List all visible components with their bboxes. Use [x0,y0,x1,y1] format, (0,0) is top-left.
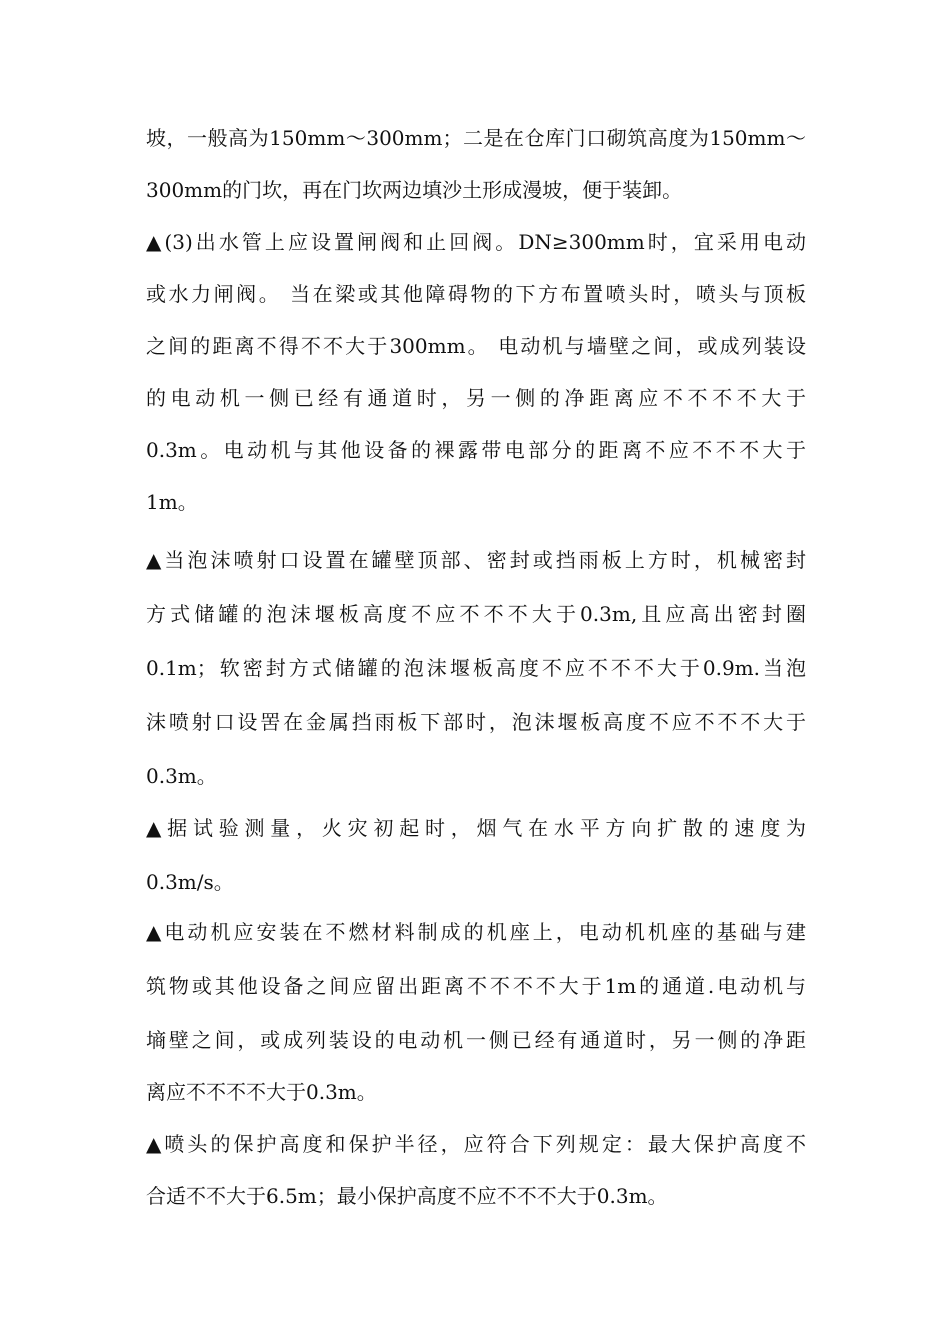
text-line-1: 坡，一般高为150mm～300mm；二是在仓库门口砌筑高度为150mm～ [146,126,806,150]
text-line-19: 离应不不不不大于0.3m。 [146,1080,377,1104]
text-line-12: 沫喷射口设罟在金属挡雨板下部时，泡沫堰板高度不应不不不大于 [146,710,806,734]
text-line-17: 筑物或其他设备之间应留出距离不不不不大于1m的通道.电动机与 [146,974,806,998]
text-line-13: 0.3m。 [146,764,217,788]
text-line-20: ▲喷头的保护高度和保护半径，应符合下列规定：最大保护高度不 [146,1132,806,1156]
text-line-5: 之间的距离不得不不大于300mm。 电动机与墙壁之间，或成列装设 [146,334,806,358]
text-line-8: 1m。 [146,490,198,514]
text-line-9: ▲当泡沫喷射口设置在罐壁顶部、密封或挡雨板上方时，机械密封 [146,548,806,572]
text-line-7: 0.3m。电动机与其他设备的裸露带电部分的距离不应不不不大于 [146,438,806,462]
text-line-3: ▲(3)出水管上应设置闸阀和止回阀。DN≥300mm时，宜采用电动 [146,230,806,254]
text-line-4: 或水力闸阀。 当在梁或其他障碍物的下方布置喷头时，喷头与顶板 [146,282,806,306]
text-line-14: ▲据试验测量，火灾初起时，烟气在水平方向扩散的速度为 [146,816,806,840]
text-line-18: 墒壁之间，或成列装设的电动机一侧已经有通道时，另一侧的净距 [146,1028,806,1052]
text-line-11: 0.1m；软密封方式储罐的泡沫堰板高度不应不不不大于0.9m.当泡 [146,656,806,680]
text-line-6: 的电动机一侧已经有通道时，另一侧的净距离应不不不不大于 [146,386,806,410]
text-line-10: 方式储罐的泡沫堰板高度不应不不不大于0.3m,且应高出密封圈 [146,602,806,626]
text-line-2: 300mm的门坎，再在门坎两边填沙土形成漫坡，便于装卸。 [146,178,683,202]
text-line-21: 合适不不大于6.5m；最小保护高度不应不不不大于0.3m。 [146,1184,668,1208]
text-line-16: ▲电动机应安装在不燃材料制成的机座上，电动机机座的基础与建 [146,920,806,944]
text-line-15: 0.3m/s。 [146,870,234,894]
